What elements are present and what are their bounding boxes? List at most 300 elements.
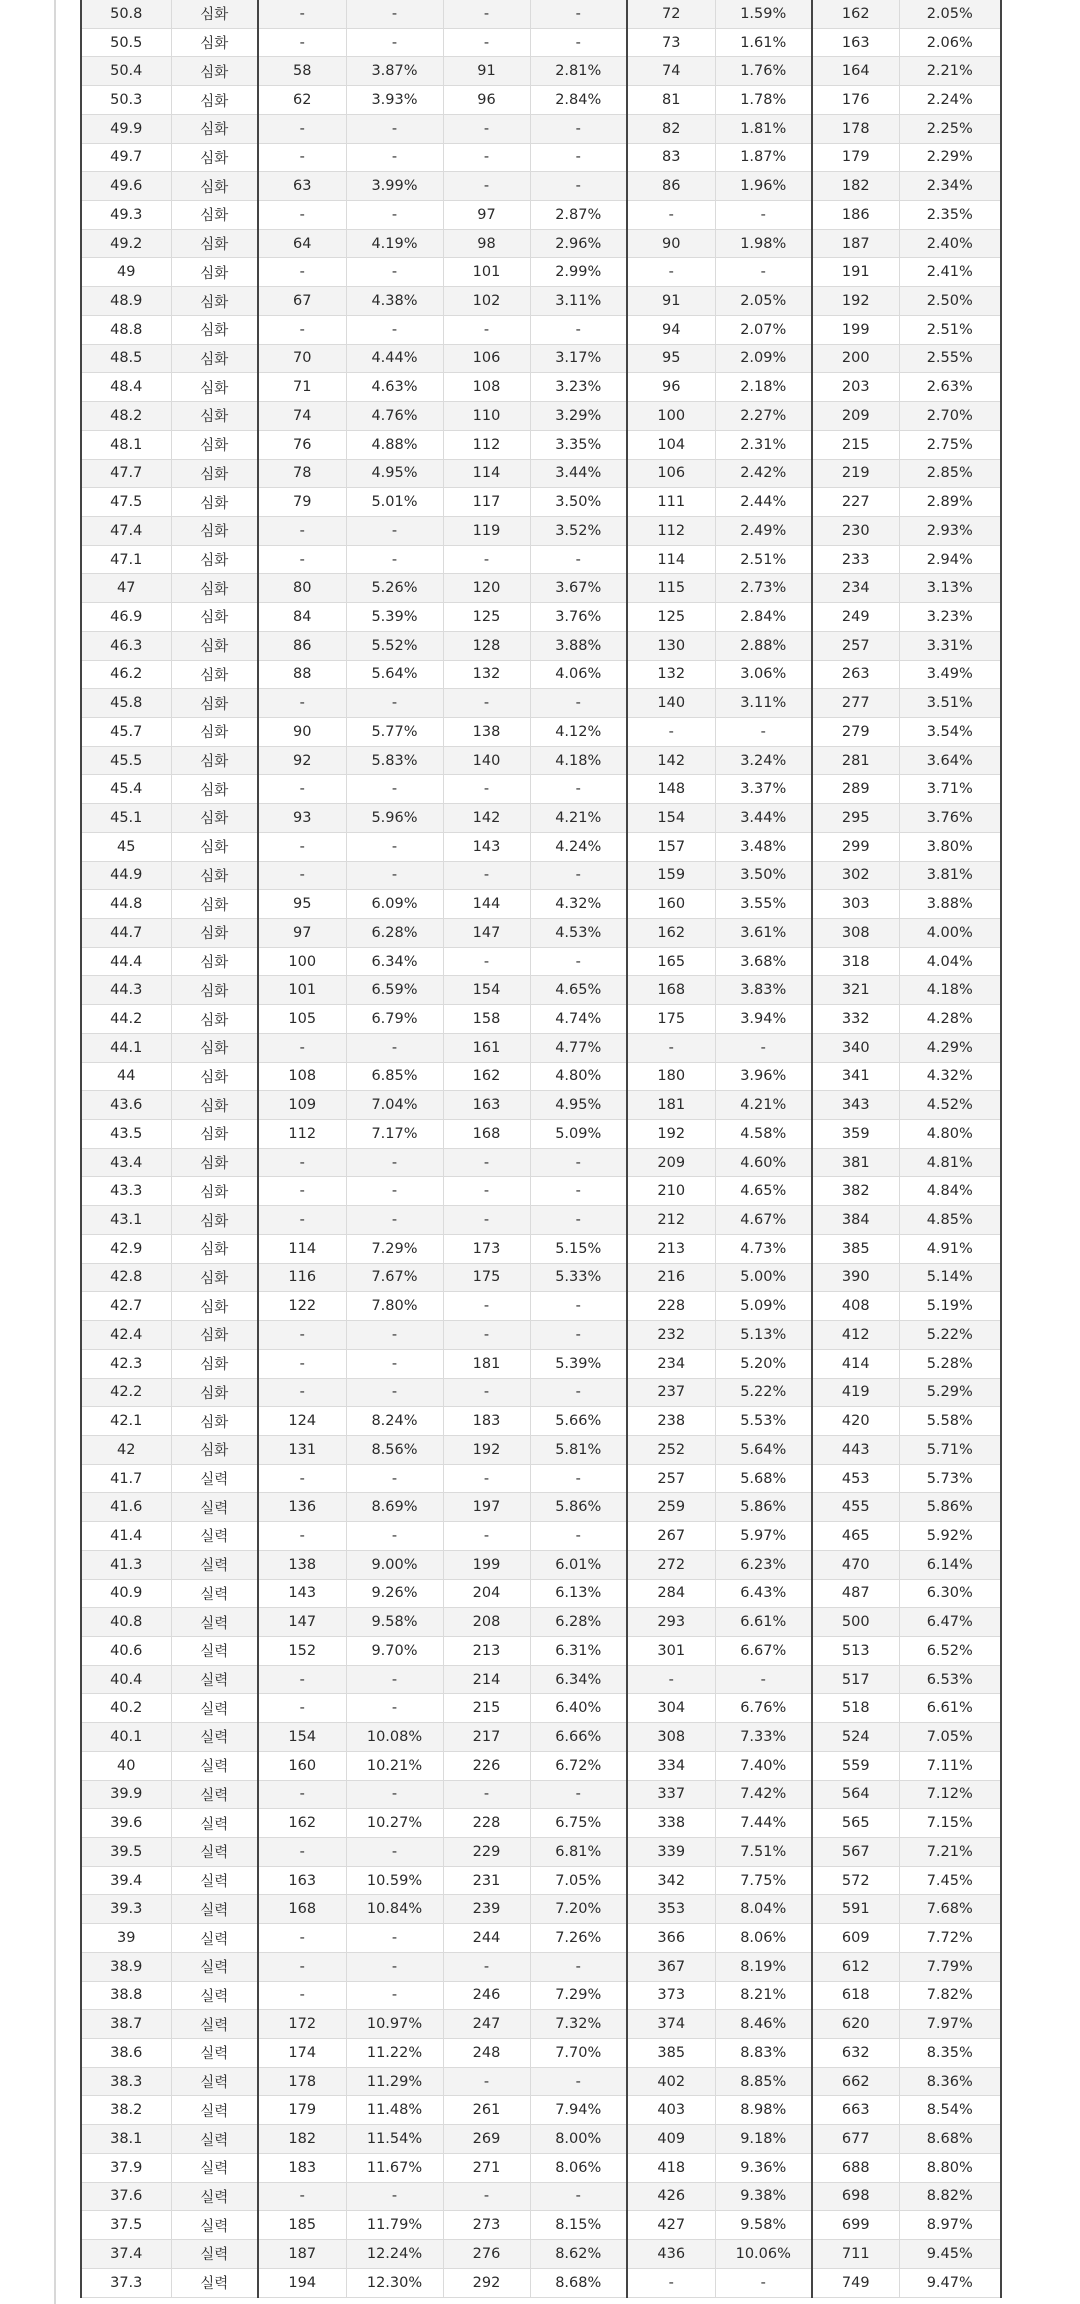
score-cell: 49.7 bbox=[81, 143, 171, 172]
group2-count-cell: - bbox=[443, 1378, 530, 1407]
level-cell: 실력 bbox=[171, 1522, 258, 1551]
score-cell: 37.4 bbox=[81, 2240, 171, 2269]
group4-count-cell: 164 bbox=[812, 57, 899, 86]
table-row bbox=[81, 804, 1001, 833]
table-row bbox=[81, 459, 1001, 488]
group3-count-cell: 160 bbox=[627, 890, 715, 919]
group4-percent-cell: 5.92% bbox=[899, 1522, 1001, 1551]
level-cell: 심화 bbox=[171, 1407, 258, 1436]
group4-percent-cell: 6.52% bbox=[899, 1636, 1001, 1665]
group4-count-cell: 277 bbox=[812, 689, 899, 718]
group1-percent-cell: 8.24% bbox=[346, 1407, 443, 1436]
group1-count-cell: - bbox=[258, 1148, 346, 1177]
group1-count-cell: 67 bbox=[258, 287, 346, 316]
group1-count-cell: 122 bbox=[258, 1292, 346, 1321]
group1-percent-cell: 7.80% bbox=[346, 1292, 443, 1321]
group2-percent-cell: 2.84% bbox=[530, 86, 627, 115]
group3-percent-cell: - bbox=[715, 2268, 812, 2297]
group3-percent-cell: 8.46% bbox=[715, 2010, 812, 2039]
group1-count-cell: 143 bbox=[258, 1579, 346, 1608]
level-cell: 심화 bbox=[171, 287, 258, 316]
level-cell: 심화 bbox=[171, 746, 258, 775]
group2-percent-cell: - bbox=[530, 1780, 627, 1809]
group1-count-cell: 79 bbox=[258, 488, 346, 517]
score-cell: 44.3 bbox=[81, 976, 171, 1005]
table-row bbox=[81, 373, 1001, 402]
group4-count-cell: 688 bbox=[812, 2153, 899, 2182]
table-row bbox=[81, 1866, 1001, 1895]
score-cell: 48.1 bbox=[81, 430, 171, 459]
group4-count-cell: 500 bbox=[812, 1608, 899, 1637]
group2-percent-cell: - bbox=[530, 2067, 627, 2096]
group3-percent-cell: 3.61% bbox=[715, 919, 812, 948]
group2-percent-cell: - bbox=[530, 1321, 627, 1350]
group4-percent-cell: 8.35% bbox=[899, 2039, 1001, 2068]
group4-count-cell: 343 bbox=[812, 1091, 899, 1120]
group1-percent-cell: - bbox=[346, 1924, 443, 1953]
group2-percent-cell: - bbox=[530, 2182, 627, 2211]
group1-percent-cell: 6.85% bbox=[346, 1062, 443, 1091]
group1-percent-cell: 4.88% bbox=[346, 430, 443, 459]
table-row bbox=[81, 631, 1001, 660]
group4-percent-cell: 5.29% bbox=[899, 1378, 1001, 1407]
level-cell: 심화 bbox=[171, 1349, 258, 1378]
group4-percent-cell: 4.84% bbox=[899, 1177, 1001, 1206]
group3-percent-cell: 8.21% bbox=[715, 1981, 812, 2010]
group3-percent-cell: 5.00% bbox=[715, 1263, 812, 1292]
group1-percent-cell: 5.77% bbox=[346, 717, 443, 746]
group4-percent-cell: 7.45% bbox=[899, 1866, 1001, 1895]
group2-count-cell: 213 bbox=[443, 1636, 530, 1665]
score-cell: 50.5 bbox=[81, 28, 171, 57]
group1-percent-cell: - bbox=[346, 1033, 443, 1062]
group4-percent-cell: 4.00% bbox=[899, 919, 1001, 948]
table-row bbox=[81, 1952, 1001, 1981]
score-cell: 39.4 bbox=[81, 1866, 171, 1895]
group4-percent-cell: 4.18% bbox=[899, 976, 1001, 1005]
group4-percent-cell: 5.28% bbox=[899, 1349, 1001, 1378]
group1-count-cell: 163 bbox=[258, 1866, 346, 1895]
group3-count-cell: 210 bbox=[627, 1177, 715, 1206]
table-row bbox=[81, 1751, 1001, 1780]
group2-percent-cell: 8.06% bbox=[530, 2153, 627, 2182]
level-cell: 실력 bbox=[171, 1895, 258, 1924]
table-row bbox=[81, 603, 1001, 632]
group4-count-cell: 257 bbox=[812, 631, 899, 660]
score-cell: 44 bbox=[81, 1062, 171, 1091]
group4-percent-cell: 7.72% bbox=[899, 1924, 1001, 1953]
level-cell: 심화 bbox=[171, 1234, 258, 1263]
group1-percent-cell: - bbox=[346, 1321, 443, 1350]
table-row bbox=[81, 2039, 1001, 2068]
group1-percent-cell: - bbox=[346, 775, 443, 804]
group1-percent-cell: - bbox=[346, 1838, 443, 1867]
group4-count-cell: 559 bbox=[812, 1751, 899, 1780]
group3-count-cell: 436 bbox=[627, 2240, 715, 2269]
table-row bbox=[81, 0, 1001, 28]
group3-count-cell: 409 bbox=[627, 2125, 715, 2154]
group2-percent-cell: 6.72% bbox=[530, 1751, 627, 1780]
group2-percent-cell: 2.99% bbox=[530, 258, 627, 287]
group1-count-cell: - bbox=[258, 1033, 346, 1062]
group1-percent-cell: - bbox=[346, 28, 443, 57]
group2-percent-cell: 4.74% bbox=[530, 1005, 627, 1034]
score-cell: 44.4 bbox=[81, 947, 171, 976]
group3-count-cell: 342 bbox=[627, 1866, 715, 1895]
group3-percent-cell: 5.22% bbox=[715, 1378, 812, 1407]
group2-percent-cell: - bbox=[530, 0, 627, 28]
group1-percent-cell: 4.38% bbox=[346, 287, 443, 316]
group4-count-cell: 192 bbox=[812, 287, 899, 316]
group3-percent-cell: 4.21% bbox=[715, 1091, 812, 1120]
group4-percent-cell: 6.61% bbox=[899, 1694, 1001, 1723]
group3-percent-cell: 7.75% bbox=[715, 1866, 812, 1895]
group2-percent-cell: 5.66% bbox=[530, 1407, 627, 1436]
table-row bbox=[81, 1234, 1001, 1263]
group2-count-cell: 154 bbox=[443, 976, 530, 1005]
group4-count-cell: 662 bbox=[812, 2067, 899, 2096]
group1-count-cell: - bbox=[258, 1981, 346, 2010]
group2-percent-cell: - bbox=[530, 1177, 627, 1206]
group4-percent-cell: 6.30% bbox=[899, 1579, 1001, 1608]
group2-percent-cell: 4.12% bbox=[530, 717, 627, 746]
group2-count-cell: 183 bbox=[443, 1407, 530, 1436]
group3-count-cell: 94 bbox=[627, 315, 715, 344]
table-row bbox=[81, 1349, 1001, 1378]
group2-count-cell: 226 bbox=[443, 1751, 530, 1780]
score-cell: 40.2 bbox=[81, 1694, 171, 1723]
group3-percent-cell: 4.60% bbox=[715, 1148, 812, 1177]
level-cell: 심화 bbox=[171, 1120, 258, 1149]
group3-percent-cell: 1.61% bbox=[715, 28, 812, 57]
group3-count-cell: 104 bbox=[627, 430, 715, 459]
group3-count-cell: - bbox=[627, 201, 715, 230]
group2-percent-cell: 3.44% bbox=[530, 459, 627, 488]
group3-percent-cell: - bbox=[715, 201, 812, 230]
group4-count-cell: 359 bbox=[812, 1120, 899, 1149]
group3-percent-cell: 2.44% bbox=[715, 488, 812, 517]
group1-count-cell: 131 bbox=[258, 1435, 346, 1464]
level-cell: 심화 bbox=[171, 172, 258, 201]
score-cell: 38.6 bbox=[81, 2039, 171, 2068]
group2-percent-cell: 2.96% bbox=[530, 229, 627, 258]
group4-count-cell: 219 bbox=[812, 459, 899, 488]
group1-count-cell: 182 bbox=[258, 2125, 346, 2154]
group2-percent-cell: - bbox=[530, 1464, 627, 1493]
score-cell: 42.2 bbox=[81, 1378, 171, 1407]
group4-percent-cell: 8.97% bbox=[899, 2211, 1001, 2240]
group1-percent-cell: - bbox=[346, 1464, 443, 1493]
score-cell: 41.6 bbox=[81, 1493, 171, 1522]
score-cell: 47.5 bbox=[81, 488, 171, 517]
group4-percent-cell: 2.06% bbox=[899, 28, 1001, 57]
group3-percent-cell: 5.09% bbox=[715, 1292, 812, 1321]
level-cell: 심화 bbox=[171, 1263, 258, 1292]
level-cell: 심화 bbox=[171, 1005, 258, 1034]
group3-percent-cell: 3.37% bbox=[715, 775, 812, 804]
group3-percent-cell: - bbox=[715, 1665, 812, 1694]
group3-percent-cell: 8.85% bbox=[715, 2067, 812, 2096]
group4-count-cell: 186 bbox=[812, 201, 899, 230]
group3-count-cell: 154 bbox=[627, 804, 715, 833]
group1-percent-cell: - bbox=[346, 1694, 443, 1723]
group3-percent-cell: 2.27% bbox=[715, 402, 812, 431]
table-row bbox=[81, 947, 1001, 976]
group2-count-cell: 181 bbox=[443, 1349, 530, 1378]
level-cell: 심화 bbox=[171, 574, 258, 603]
group2-percent-cell: 3.67% bbox=[530, 574, 627, 603]
group3-count-cell: 192 bbox=[627, 1120, 715, 1149]
group4-percent-cell: 5.71% bbox=[899, 1435, 1001, 1464]
group3-percent-cell: 6.61% bbox=[715, 1608, 812, 1637]
group2-count-cell: 192 bbox=[443, 1435, 530, 1464]
group1-percent-cell: 11.54% bbox=[346, 2125, 443, 2154]
table-row bbox=[81, 1780, 1001, 1809]
group3-percent-cell: 5.53% bbox=[715, 1407, 812, 1436]
group4-count-cell: 234 bbox=[812, 574, 899, 603]
group2-count-cell: - bbox=[443, 1321, 530, 1350]
group3-percent-cell: 2.88% bbox=[715, 631, 812, 660]
group1-count-cell: 80 bbox=[258, 574, 346, 603]
group2-count-cell: 244 bbox=[443, 1924, 530, 1953]
score-cell: 38.2 bbox=[81, 2096, 171, 2125]
group1-percent-cell: 9.26% bbox=[346, 1579, 443, 1608]
group4-percent-cell: 3.76% bbox=[899, 804, 1001, 833]
group4-percent-cell: 2.85% bbox=[899, 459, 1001, 488]
group2-count-cell: 163 bbox=[443, 1091, 530, 1120]
group1-count-cell: 63 bbox=[258, 172, 346, 201]
group3-count-cell: 232 bbox=[627, 1321, 715, 1350]
group3-count-cell: 91 bbox=[627, 287, 715, 316]
group3-count-cell: 267 bbox=[627, 1522, 715, 1551]
group3-count-cell: 334 bbox=[627, 1751, 715, 1780]
group4-percent-cell: 3.49% bbox=[899, 660, 1001, 689]
group4-count-cell: 303 bbox=[812, 890, 899, 919]
group3-count-cell: 252 bbox=[627, 1435, 715, 1464]
table-row bbox=[81, 1206, 1001, 1235]
group1-count-cell: 162 bbox=[258, 1809, 346, 1838]
group2-count-cell: 269 bbox=[443, 2125, 530, 2154]
level-cell: 심화 bbox=[171, 459, 258, 488]
table-row bbox=[81, 746, 1001, 775]
group4-percent-cell: 5.22% bbox=[899, 1321, 1001, 1350]
group1-percent-cell: 10.97% bbox=[346, 2010, 443, 2039]
group1-count-cell: - bbox=[258, 28, 346, 57]
group2-percent-cell: - bbox=[530, 1292, 627, 1321]
group2-count-cell: - bbox=[443, 689, 530, 718]
group1-count-cell: - bbox=[258, 114, 346, 143]
score-cell: 42.1 bbox=[81, 1407, 171, 1436]
group4-count-cell: 620 bbox=[812, 2010, 899, 2039]
group3-percent-cell: 1.76% bbox=[715, 57, 812, 86]
group3-count-cell: 403 bbox=[627, 2096, 715, 2125]
group1-count-cell: 152 bbox=[258, 1636, 346, 1665]
group1-percent-cell: 10.27% bbox=[346, 1809, 443, 1838]
group1-percent-cell: - bbox=[346, 545, 443, 574]
level-cell: 실력 bbox=[171, 1694, 258, 1723]
group1-percent-cell: 6.79% bbox=[346, 1005, 443, 1034]
group1-count-cell: 172 bbox=[258, 2010, 346, 2039]
group1-count-cell: 64 bbox=[258, 229, 346, 258]
group4-percent-cell: 5.86% bbox=[899, 1493, 1001, 1522]
group2-count-cell: 229 bbox=[443, 1838, 530, 1867]
group1-percent-cell: - bbox=[346, 1665, 443, 1694]
group1-count-cell: - bbox=[258, 0, 346, 28]
group2-count-cell: 271 bbox=[443, 2153, 530, 2182]
group2-count-cell: 117 bbox=[443, 488, 530, 517]
group2-count-cell: - bbox=[443, 861, 530, 890]
group1-percent-cell: - bbox=[346, 1981, 443, 2010]
group3-count-cell: 95 bbox=[627, 344, 715, 373]
group2-count-cell: 199 bbox=[443, 1550, 530, 1579]
group4-count-cell: 340 bbox=[812, 1033, 899, 1062]
table-row bbox=[81, 344, 1001, 373]
group2-count-cell: 273 bbox=[443, 2211, 530, 2240]
group4-percent-cell: 2.70% bbox=[899, 402, 1001, 431]
group3-percent-cell: 8.04% bbox=[715, 1895, 812, 1924]
level-cell: 심화 bbox=[171, 689, 258, 718]
group4-count-cell: 618 bbox=[812, 1981, 899, 2010]
group3-percent-cell: 2.84% bbox=[715, 603, 812, 632]
score-cell: 44.2 bbox=[81, 1005, 171, 1034]
group1-count-cell: - bbox=[258, 861, 346, 890]
group2-percent-cell: 7.70% bbox=[530, 2039, 627, 2068]
group2-percent-cell: 5.81% bbox=[530, 1435, 627, 1464]
group3-count-cell: 175 bbox=[627, 1005, 715, 1034]
group2-count-cell: - bbox=[443, 1952, 530, 1981]
table-row bbox=[81, 1895, 1001, 1924]
group1-percent-cell: 4.76% bbox=[346, 402, 443, 431]
group3-count-cell: - bbox=[627, 1033, 715, 1062]
group1-percent-cell: 3.99% bbox=[346, 172, 443, 201]
group4-count-cell: 203 bbox=[812, 373, 899, 402]
group4-percent-cell: 2.29% bbox=[899, 143, 1001, 172]
group1-count-cell: 58 bbox=[258, 57, 346, 86]
page-left-border bbox=[54, 0, 56, 2304]
group3-percent-cell: 2.73% bbox=[715, 574, 812, 603]
group3-count-cell: 100 bbox=[627, 402, 715, 431]
score-cell: 37.6 bbox=[81, 2182, 171, 2211]
group1-percent-cell: 3.93% bbox=[346, 86, 443, 115]
group2-percent-cell: - bbox=[530, 143, 627, 172]
group3-percent-cell: 6.76% bbox=[715, 1694, 812, 1723]
score-cell: 46.3 bbox=[81, 631, 171, 660]
level-cell: 심화 bbox=[171, 1091, 258, 1120]
group4-percent-cell: 8.54% bbox=[899, 2096, 1001, 2125]
group4-count-cell: 390 bbox=[812, 1263, 899, 1292]
group3-count-cell: - bbox=[627, 258, 715, 287]
group4-count-cell: 230 bbox=[812, 516, 899, 545]
group3-count-cell: 228 bbox=[627, 1292, 715, 1321]
group1-percent-cell: 10.08% bbox=[346, 1723, 443, 1752]
table-row bbox=[81, 258, 1001, 287]
group4-count-cell: 632 bbox=[812, 2039, 899, 2068]
score-cell: 49 bbox=[81, 258, 171, 287]
group4-percent-cell: 8.80% bbox=[899, 2153, 1001, 2182]
table-row bbox=[81, 1435, 1001, 1464]
group3-count-cell: 73 bbox=[627, 28, 715, 57]
score-table-container[interactable] bbox=[80, 0, 1000, 2298]
level-cell: 실력 bbox=[171, 2096, 258, 2125]
score-cell: 38.1 bbox=[81, 2125, 171, 2154]
group4-count-cell: 209 bbox=[812, 402, 899, 431]
score-cell: 47.7 bbox=[81, 459, 171, 488]
group4-percent-cell: 9.47% bbox=[899, 2268, 1001, 2297]
table-row bbox=[81, 57, 1001, 86]
group4-percent-cell: 2.50% bbox=[899, 287, 1001, 316]
group1-count-cell: 109 bbox=[258, 1091, 346, 1120]
group1-percent-cell: 8.56% bbox=[346, 1435, 443, 1464]
group2-count-cell: - bbox=[443, 947, 530, 976]
group2-percent-cell: 4.95% bbox=[530, 1091, 627, 1120]
table-row bbox=[81, 1292, 1001, 1321]
table-row bbox=[81, 287, 1001, 316]
score-cell: 47.4 bbox=[81, 516, 171, 545]
level-cell: 실력 bbox=[171, 1665, 258, 1694]
group3-count-cell: 74 bbox=[627, 57, 715, 86]
group2-percent-cell: 8.62% bbox=[530, 2240, 627, 2269]
group4-count-cell: 295 bbox=[812, 804, 899, 833]
level-cell: 실력 bbox=[171, 2010, 258, 2039]
group2-percent-cell: - bbox=[530, 861, 627, 890]
group2-percent-cell: 6.01% bbox=[530, 1550, 627, 1579]
score-cell: 39 bbox=[81, 1924, 171, 1953]
group4-count-cell: 178 bbox=[812, 114, 899, 143]
group4-count-cell: 385 bbox=[812, 1234, 899, 1263]
table-row bbox=[81, 2182, 1001, 2211]
group4-count-cell: 698 bbox=[812, 2182, 899, 2211]
group2-count-cell: - bbox=[443, 0, 530, 28]
group3-percent-cell: 6.43% bbox=[715, 1579, 812, 1608]
group1-percent-cell: 6.28% bbox=[346, 919, 443, 948]
group4-percent-cell: 7.05% bbox=[899, 1723, 1001, 1752]
group2-percent-cell: 7.32% bbox=[530, 2010, 627, 2039]
level-cell: 실력 bbox=[171, 2153, 258, 2182]
group1-percent-cell: - bbox=[346, 114, 443, 143]
level-cell: 실력 bbox=[171, 1464, 258, 1493]
group3-count-cell: 293 bbox=[627, 1608, 715, 1637]
level-cell: 심화 bbox=[171, 1292, 258, 1321]
group4-percent-cell: 6.47% bbox=[899, 1608, 1001, 1637]
group2-percent-cell: 2.81% bbox=[530, 57, 627, 86]
group2-count-cell: - bbox=[443, 2067, 530, 2096]
table-row bbox=[81, 1522, 1001, 1551]
group1-percent-cell: - bbox=[346, 1349, 443, 1378]
group2-count-cell: - bbox=[443, 1292, 530, 1321]
group4-count-cell: 612 bbox=[812, 1952, 899, 1981]
group1-count-cell: 194 bbox=[258, 2268, 346, 2297]
group2-count-cell: 247 bbox=[443, 2010, 530, 2039]
group2-percent-cell: 4.18% bbox=[530, 746, 627, 775]
group2-count-cell: 173 bbox=[443, 1234, 530, 1263]
group3-count-cell: 257 bbox=[627, 1464, 715, 1493]
group3-count-cell: 304 bbox=[627, 1694, 715, 1723]
score-cell: 40 bbox=[81, 1751, 171, 1780]
level-cell: 심화 bbox=[171, 1435, 258, 1464]
table-row bbox=[81, 1694, 1001, 1723]
group3-count-cell: 373 bbox=[627, 1981, 715, 2010]
group4-count-cell: 227 bbox=[812, 488, 899, 517]
group2-percent-cell: - bbox=[530, 1952, 627, 1981]
score-cell: 42 bbox=[81, 1435, 171, 1464]
group2-count-cell: 231 bbox=[443, 1866, 530, 1895]
level-cell: 심화 bbox=[171, 947, 258, 976]
table-row bbox=[81, 201, 1001, 230]
group2-percent-cell: 6.81% bbox=[530, 1838, 627, 1867]
group4-percent-cell: 2.21% bbox=[899, 57, 1001, 86]
group3-percent-cell: 1.98% bbox=[715, 229, 812, 258]
group1-percent-cell: 4.63% bbox=[346, 373, 443, 402]
